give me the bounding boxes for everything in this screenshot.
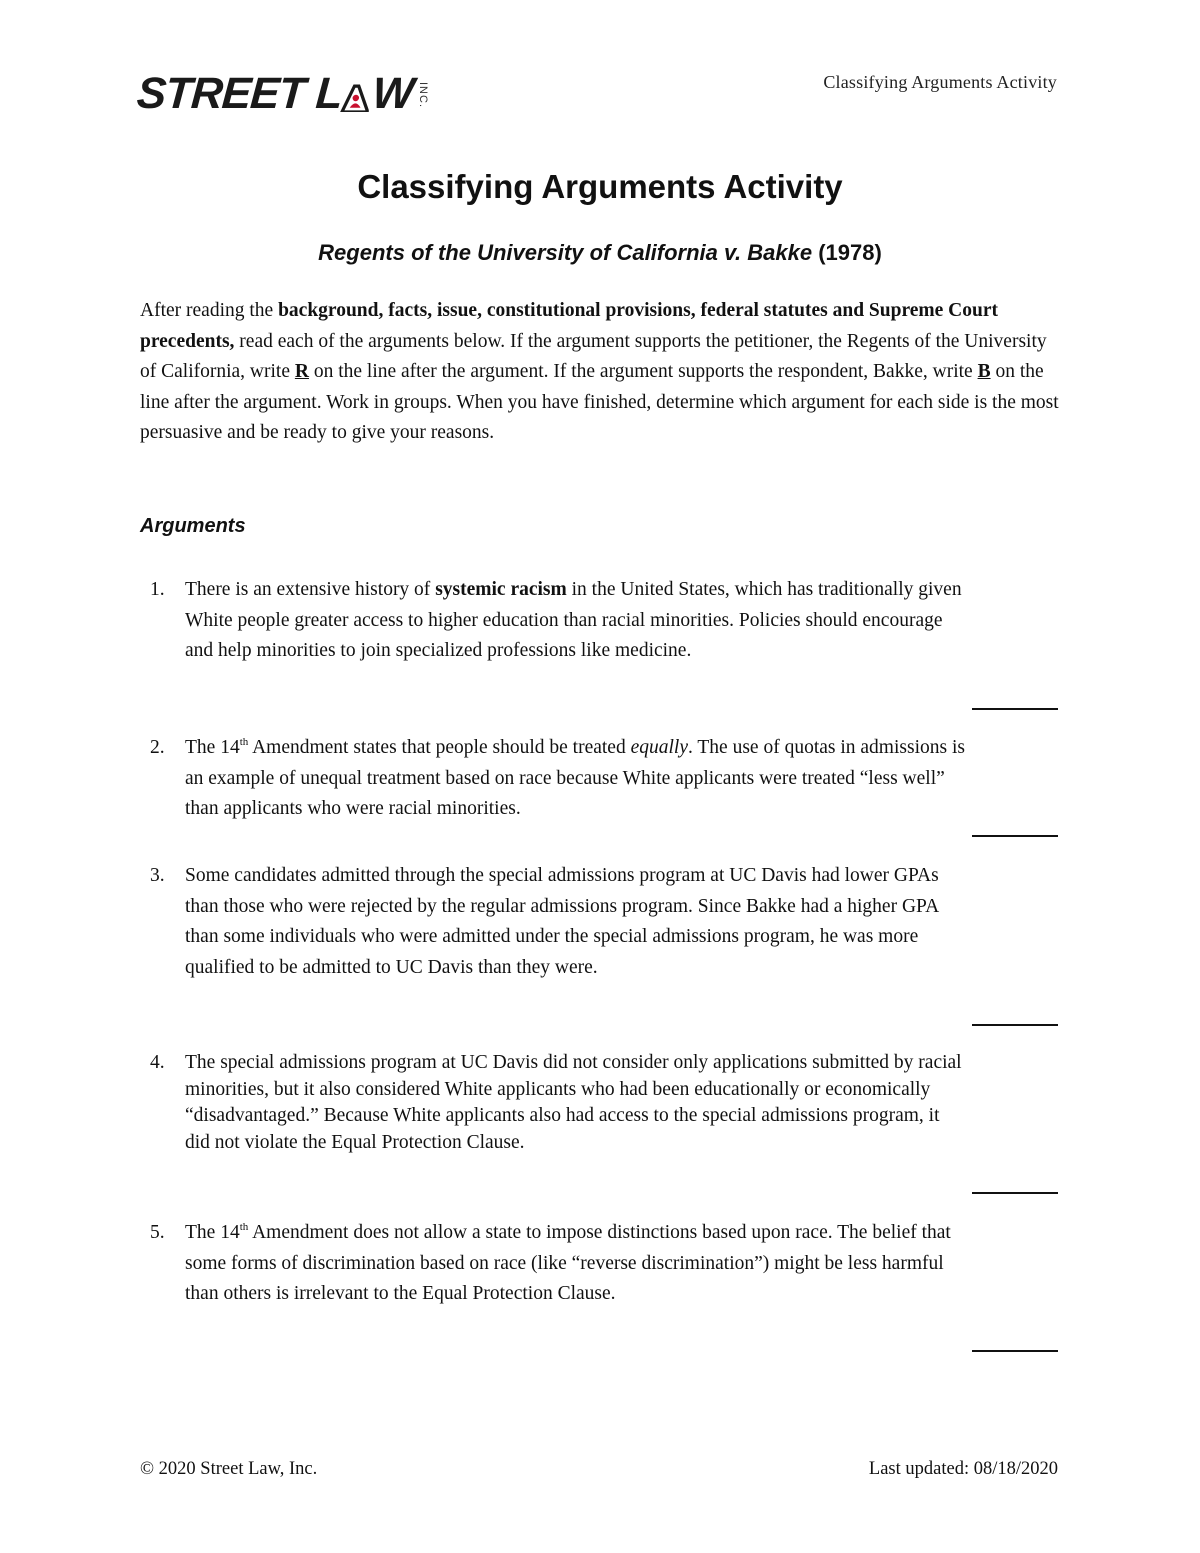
argument-number: 2.	[150, 737, 165, 758]
argument-number: 3.	[150, 865, 165, 886]
logo-wordmark: STREET L W	[135, 69, 415, 118]
argument-number: 5.	[150, 1222, 165, 1243]
argument-number: 1.	[150, 579, 165, 600]
answer-blank-5[interactable]	[972, 1350, 1058, 1352]
logo-inc-label: INC.	[417, 82, 429, 108]
answer-blank-2[interactable]	[972, 835, 1058, 837]
answer-blank-1[interactable]	[972, 708, 1058, 710]
argument-text: Some candidates admitted through the special admissions program at UC Davis had lower GPAs than those who were rejected by the regular admissions program. Since Bakke had a higher GPA than some individuals who were admitted under the special admissions program, he was more qualified to be admitted to UC Davis than they were.	[185, 865, 939, 978]
page-title: Classifying Arguments Activity	[357, 168, 843, 205]
logo-figure-icon	[338, 84, 370, 112]
argument-number: 4.	[150, 1052, 165, 1073]
case-year: (1978)	[818, 240, 882, 265]
answer-blank-4[interactable]	[972, 1192, 1058, 1194]
argument-text: The special admissions program at UC Davis did not consider only applications submitted by racial minorities, but it also considered White applicants who had been educationally or economically “disadvantaged.” Because White applicants also had access to the special admissions program, it did not violate the Equal Protection Clause.	[185, 1052, 962, 1153]
argument-text: The 14th Amendment states that people should be treated equally. The use of quotas in admissions is an example of unequal treatment based on race because White applicants were treated “less well” than applicants who were racial minorities.	[185, 736, 965, 820]
arguments-heading: Arguments	[140, 515, 246, 537]
case-name: Regents of the University of California v. Bakke	[318, 240, 813, 265]
answer-blank-3[interactable]	[972, 1024, 1058, 1026]
letter-r: R	[294, 361, 309, 383]
argument-text: The 14th Amendment does not allow a state to impose distinctions based upon race. The belief that some forms of discrimination based on race (like “reverse discrimination”) might be less harmful than others is irrelevant to the Equal Protection Clause.	[185, 1221, 951, 1305]
running-header-title: Classifying Arguments Activity	[823, 72, 1057, 92]
argument-text: There is an extensive history of systemic racism in the United States, which has traditionally given White people greater access to higher education than racial minorities. Policies should encourage and help minorities to join specialized professions like medicine.	[185, 579, 962, 662]
instructions-paragraph: After reading the background, facts, issue, constitutional provisions, federal statutes and Supreme Court precedents, read each of the arguments below. If the argument supports the petitioner, the Regents of the University of California, write R on the line after the argument. If the argument supports the respondent, Bakke, write B on the line after the argument. Work in groups. When you have finished, determine which argument for each side is the most persuasive and be ready to give your reasons.	[140, 300, 1059, 444]
street-law-logo	[137, 64, 429, 116]
footer-copyright: © 2020 Street Law, Inc.	[140, 1459, 318, 1479]
letter-b: B	[977, 361, 991, 383]
footer-last-updated: Last updated: 08/18/2020	[868, 1459, 1058, 1479]
case-subtitle	[0, 240, 1200, 266]
